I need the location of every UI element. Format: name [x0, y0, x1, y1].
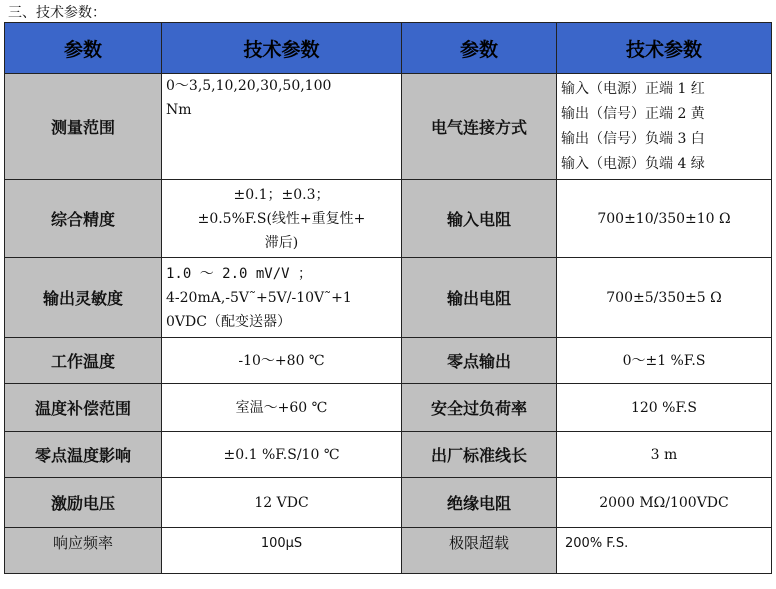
- table-row: [5, 432, 772, 478]
- param-value: [162, 180, 402, 258]
- value-line: 输入（电源）正端 1 红: [561, 80, 705, 97]
- value-line: 0VDC（配变送器）: [166, 313, 291, 330]
- param-label: 综合精度: [5, 180, 162, 258]
- param-label: 响应频率: [5, 528, 162, 574]
- table-row: [5, 258, 772, 338]
- table-header-row: [5, 23, 772, 74]
- param-value: -10～+80 ℃: [162, 338, 402, 384]
- param-value: 12 VDC: [162, 478, 402, 528]
- value-line: ±0.1；±0.3；: [233, 186, 330, 203]
- header-param-2: 参数: [402, 23, 557, 74]
- value-line: 输出（信号）正端 2 黄: [561, 105, 705, 122]
- header-param-1: 参数: [5, 23, 162, 74]
- param-label: 极限超载: [402, 528, 557, 574]
- table-row: [5, 478, 772, 528]
- param-value: 2000 MΩ/100VDC: [557, 478, 772, 528]
- table-row: [5, 338, 772, 384]
- param-label: 输入电阻: [402, 180, 557, 258]
- table-row: [5, 74, 772, 180]
- param-value: 3 m: [557, 432, 772, 478]
- param-label: 激励电压: [5, 478, 162, 528]
- value-line: 输出（信号）负端 3 白: [561, 130, 705, 147]
- param-value: 室温～+60 ℃: [162, 384, 402, 432]
- table-row: [5, 528, 772, 574]
- value-line: 1.0 ～ 2.0 mV/V ；: [166, 265, 313, 282]
- param-label: 测量范围: [5, 74, 162, 180]
- param-value: ±0.1 %F.S/10 ℃: [162, 432, 402, 478]
- param-label: 电气连接方式: [402, 74, 557, 180]
- param-label: 零点温度影响: [5, 432, 162, 478]
- value-line: ±0.5%F.S(线性+重复性+: [197, 210, 366, 227]
- param-label: 出厂标准线长: [402, 432, 557, 478]
- param-value: [162, 74, 402, 180]
- param-label: 输出灵敏度: [5, 258, 162, 338]
- tech-spec-table: [4, 22, 772, 574]
- header-tech-1: 技术参数: [162, 23, 402, 74]
- value-line: 输入（电源）负端 4 绿: [561, 155, 705, 172]
- param-value: 200% F.S.: [557, 528, 772, 574]
- param-label: 工作温度: [5, 338, 162, 384]
- param-value: [162, 258, 402, 338]
- param-value: 100μS: [162, 528, 402, 574]
- param-label: 输出电阻: [402, 258, 557, 338]
- param-value: 700±5/350±5 Ω: [557, 258, 772, 338]
- header-tech-2: 技术参数: [557, 23, 772, 74]
- param-label: 安全过负荷率: [402, 384, 557, 432]
- param-value: 0～±1 %F.S: [557, 338, 772, 384]
- table-row: [5, 180, 772, 258]
- param-label: 温度补偿范围: [5, 384, 162, 432]
- param-value: 120 %F.S: [557, 384, 772, 432]
- table-row: [5, 384, 772, 432]
- value-line: 0～3,5,10,20,30,50,100: [166, 78, 332, 94]
- value-line: Nm: [166, 102, 192, 118]
- section-heading: 三、技术参数：: [8, 5, 106, 21]
- param-label: 绝缘电阻: [402, 478, 557, 528]
- param-label: 零点输出: [402, 338, 557, 384]
- param-value: [557, 74, 772, 180]
- param-value: 700±10/350±10 Ω: [557, 180, 772, 258]
- value-line: 滞后): [264, 234, 299, 251]
- value-line: 4-20mA,-5V˜+5V/-10V˜+1: [166, 289, 352, 306]
